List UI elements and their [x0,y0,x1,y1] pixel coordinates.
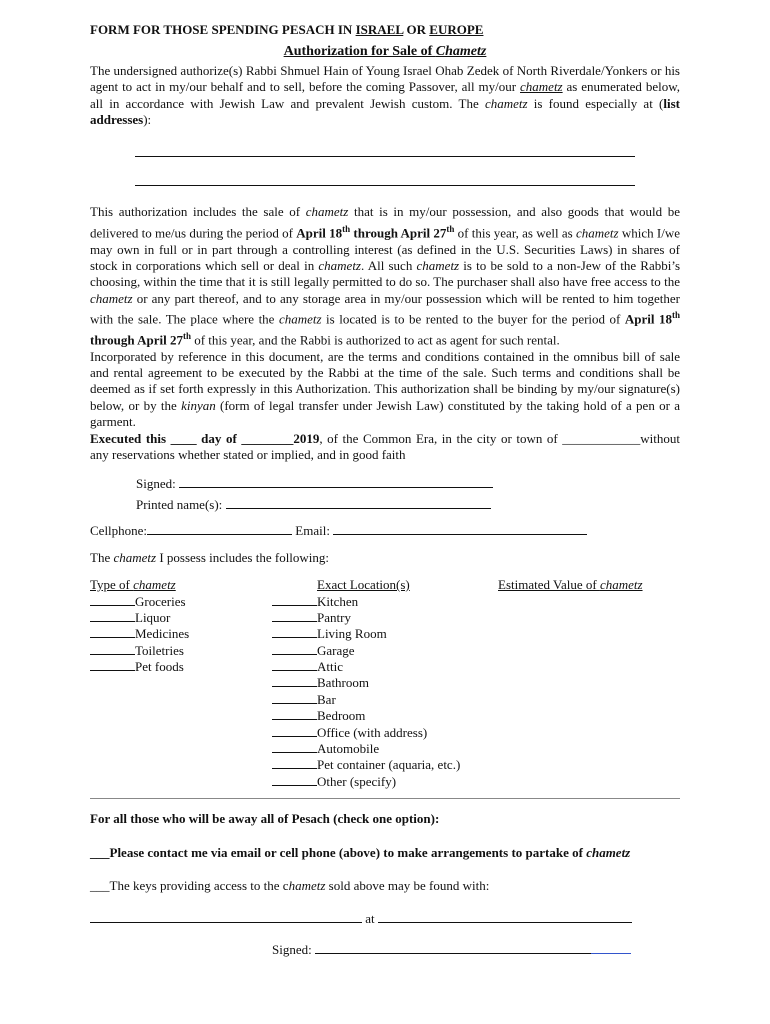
final-signature-field[interactable] [315,942,591,954]
check-blank[interactable] [90,610,135,622]
type-column [90,577,272,790]
check-blank[interactable] [272,659,317,671]
check-blank[interactable] [272,741,317,753]
form-page [90,22,680,958]
type-header: Type of chametz [90,577,176,593]
type-item[interactable] [90,626,272,642]
item-label: Attic [317,659,343,675]
location-item[interactable] [272,725,498,741]
item-label: Liquor [135,609,171,625]
signature-field[interactable] [179,476,493,488]
printed-name-field[interactable] [226,497,491,509]
possess-lead: The chametz I possess includes the following: [90,549,330,565]
form-title: FORM FOR THOSE SPENDING PESACH IN ISRAEL OR EUROPE [90,22,484,37]
keys-holder-field[interactable] [90,911,362,923]
form-subtitle: Authorization for Sale of Chametz [283,44,487,60]
cellphone-field[interactable] [147,523,292,535]
location-item[interactable] [272,757,498,773]
check-blank[interactable] [90,659,135,671]
check-blank[interactable] [272,626,317,638]
check-blank[interactable] [90,626,135,638]
check-blank[interactable] [272,675,317,687]
item-label: Toiletries [135,642,184,658]
type-item[interactable] [90,643,272,659]
location-item[interactable] [272,594,498,610]
item-label: Bar [317,691,336,707]
contact-row: Cellphone: Email: [90,523,680,539]
address-line-2[interactable] [135,185,635,186]
executed-paragraph: Executed this ____ day of ________2019, of the Common Era, in the city or town of ____________without any reservations whether stated or implied, and in good faith [90,430,681,463]
keys-row: at [90,911,680,927]
location-item[interactable] [272,675,498,691]
value-header: Estimated Value of chametz [498,577,643,593]
location-item[interactable] [272,774,498,790]
item-label: Pet foods [135,659,184,675]
value-column [498,577,680,790]
incorporation-paragraph: Incorporated by reference in this document, are the terms and conditions contained in the omnibus bill of sale and rental agreement to be executed by the Rabbi at the time of the sale. Such terms and conditions shall be deemed as if set forth expressly in this Authorization. This authorization shall be binding by my/our signature(s) below, or by the kinyan (form of legal transfer under Jewish Law) constituted by the taking hold of a pen or a garment. [90,348,680,430]
location-column [272,577,498,790]
item-label: Medicines [135,626,190,642]
check-blank[interactable] [272,725,317,737]
item-label: Other (specify) [317,773,397,789]
away-option-keys[interactable]: ___The keys providing access to the chametz sold above may be found with: [90,878,490,894]
check-blank[interactable] [90,643,135,655]
item-label: Groceries [135,593,186,609]
email-field[interactable] [333,523,587,535]
location-item[interactable] [272,626,498,642]
intro-paragraph: The undersigned authorize(s) Rabbi Shmuel Hain of Young Israel Ohab Zedek of North Riverdale/Yonkers or his agent to act in my/our behalf and to sell, before the coming Passover, all my/our chametz as enumerated below, all in accordance with Jewish Law and prevalent Jewish custom. The chametz is found especially at (list addresses): [90,62,681,128]
check-blank[interactable] [272,610,317,622]
item-label: Automobile [317,741,380,757]
check-blank[interactable] [272,774,317,786]
location-item[interactable] [272,659,498,675]
authorization-paragraph: This authorization includes the sale of chametz that is in my/our possession, and also goods that would be delivered to me/us during the period of April 18th through April 27th of this year, as well as chametz which I/we may own in full or in part through a controlling interest (as defined in the U.S. Securities Laws) in shares of stock in corporations which sell or deal in chametz. All such chametz is to be sold to a non-Jew of the Rabbi’s choosing, within the time that it is still legally permitted to do so. The purchaser shall also have free access to the chametz or any part thereof, and to any storage area in my/our possession which will be rented to him together with the sale. The place where the chametz is located is to be rented to the buyer for the period of April 18th through April 27th of this year, and the Rabbi is authorized to act as agent for such rental. [90,204,681,348]
check-blank[interactable] [272,692,317,704]
check-blank[interactable] [272,757,317,769]
keys-location-field[interactable] [378,911,632,923]
item-label: Living Room [317,626,387,642]
item-label: Pantry [317,609,351,625]
location-item[interactable] [272,692,498,708]
location-item[interactable] [272,610,498,626]
type-item[interactable] [90,594,272,610]
item-label: Pet container (aquaria, etc.) [317,757,461,773]
check-blank[interactable] [272,594,317,606]
away-option-contact[interactable]: ___Please contact me via email or cell phone (above) to make arrangements to partake of chametz [90,844,631,860]
location-item[interactable] [272,741,498,757]
location-item[interactable] [272,708,498,724]
chametz-columns [90,577,680,790]
address-line-1[interactable] [135,156,635,157]
item-label: Garage [317,642,355,658]
item-label: Office (with address) [317,724,428,740]
location-header: Exact Location(s) [317,577,410,593]
item-label: Bathroom [317,675,369,691]
section-divider [90,798,680,799]
location-item[interactable] [272,643,498,659]
check-blank[interactable] [272,708,317,720]
item-label: Bedroom [317,708,366,724]
item-label: Kitchen [317,593,359,609]
signed-row: Signed: [136,476,680,492]
check-blank[interactable] [272,643,317,655]
type-item[interactable] [90,659,272,675]
away-heading: For all those who will be away all of Pesach (check one option): [90,811,440,827]
printed-name-row: Printed name(s): [136,497,680,513]
link-underline [591,942,631,954]
check-blank[interactable] [90,594,135,606]
type-item[interactable] [90,610,272,626]
final-signed-row: Signed: [272,942,680,958]
